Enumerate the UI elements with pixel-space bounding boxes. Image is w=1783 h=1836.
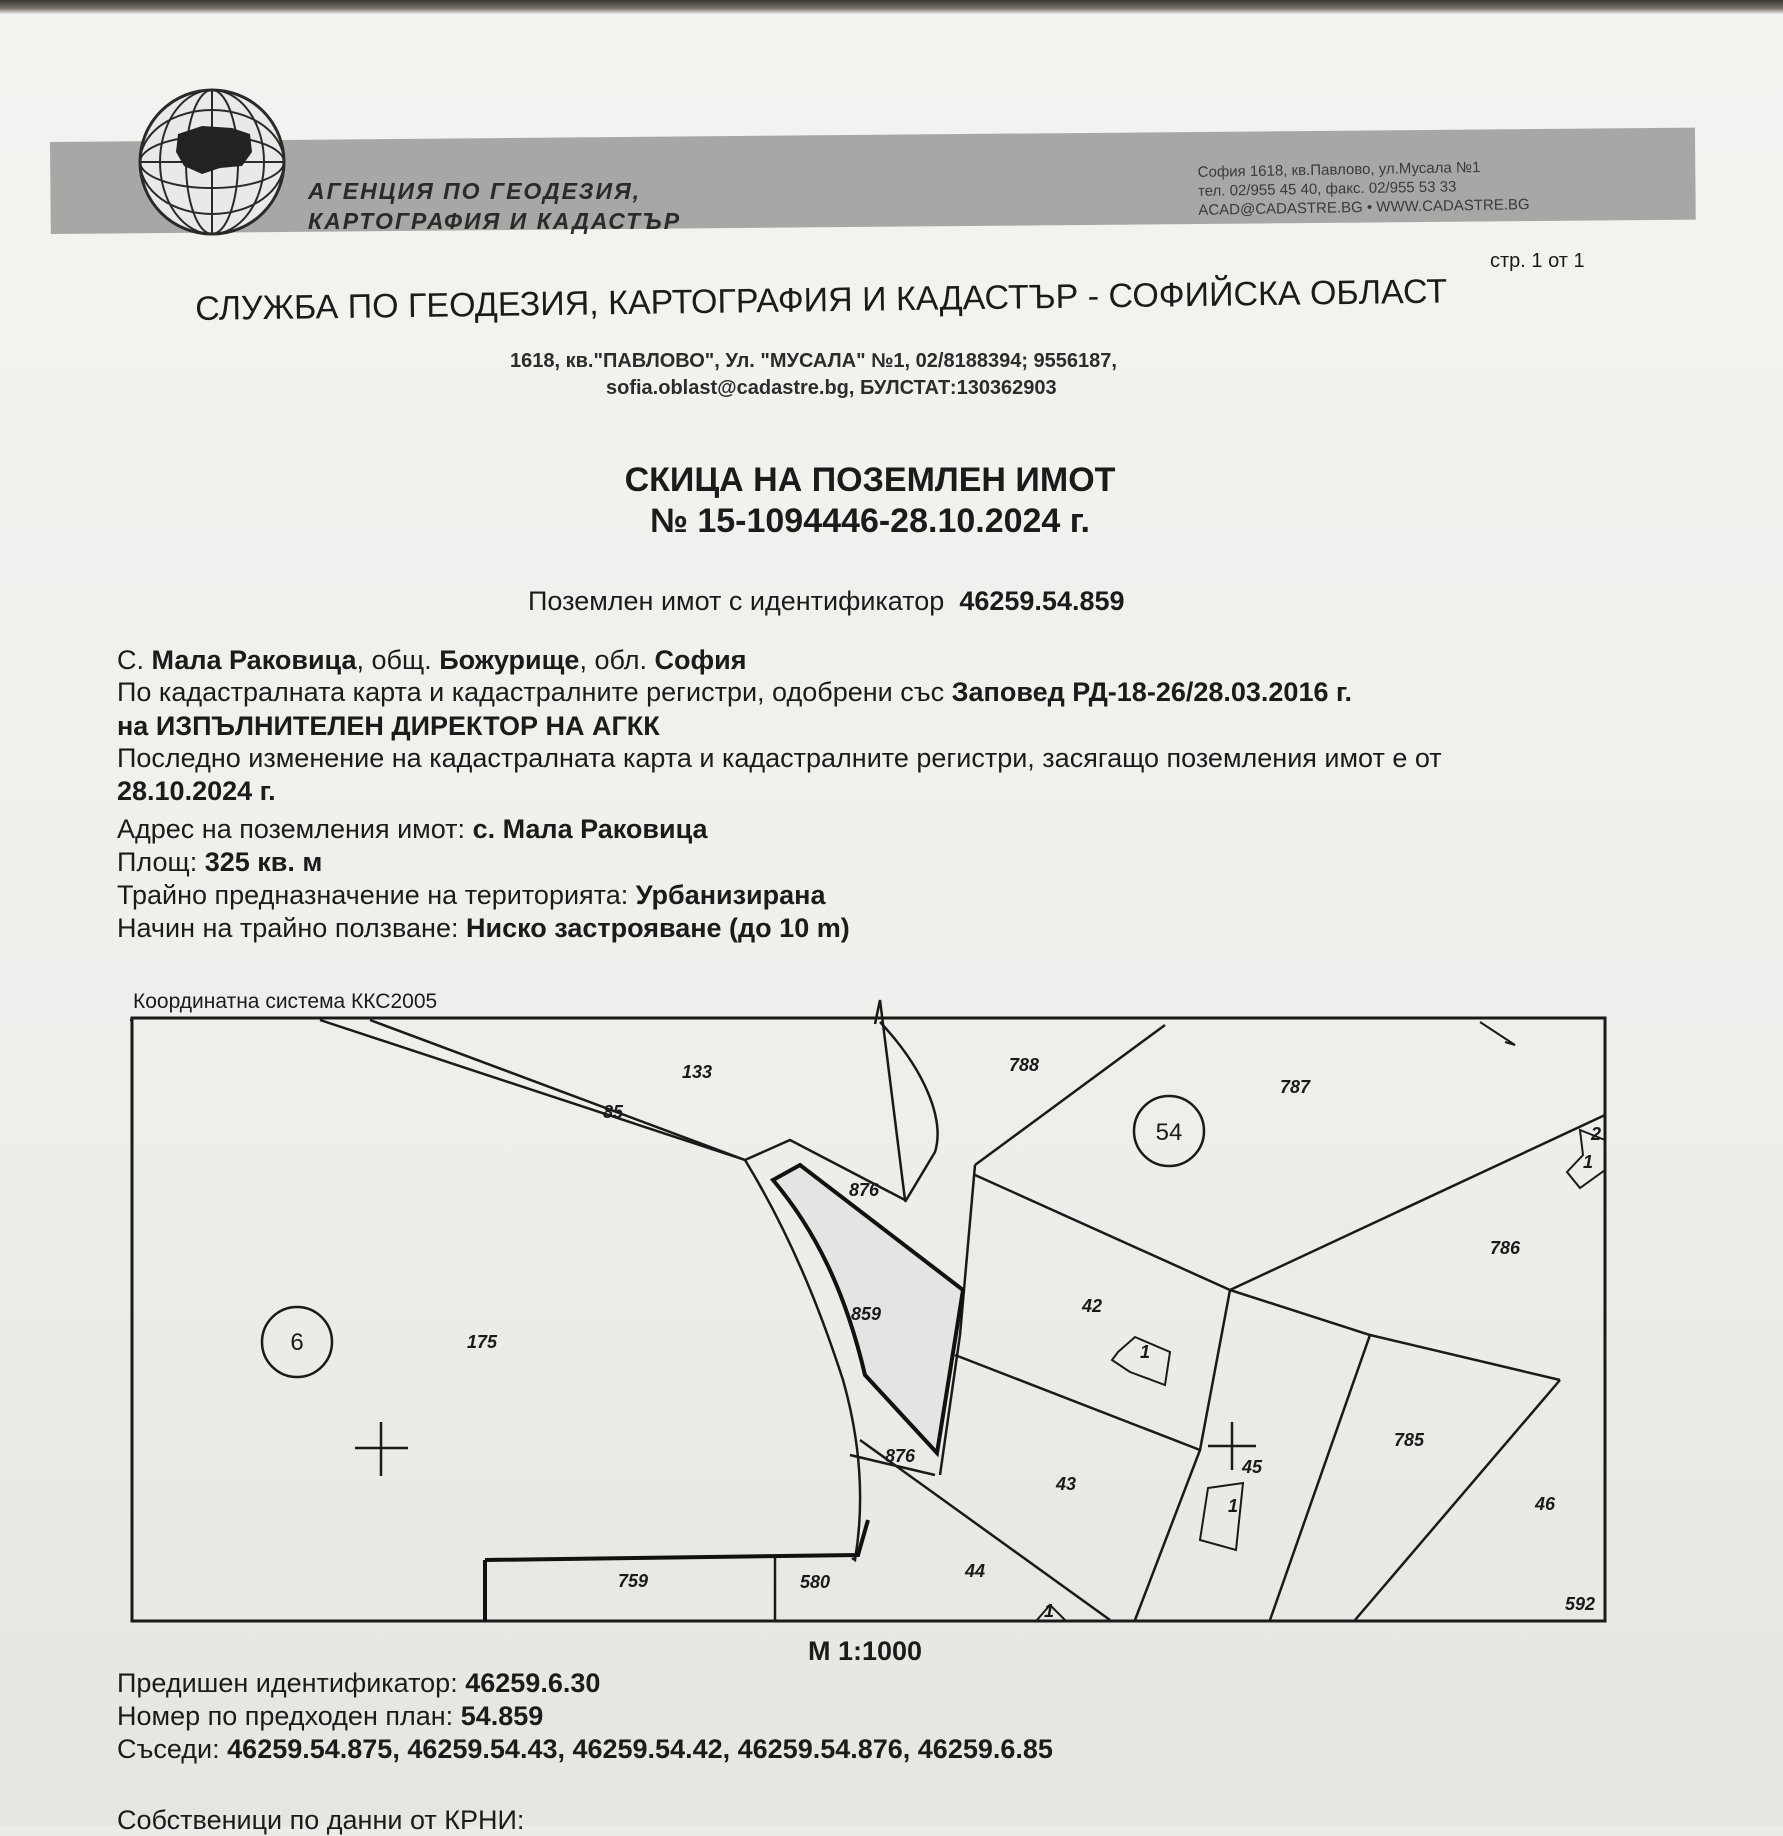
parcel-42-west	[960, 1165, 975, 1335]
identifier-label: Поземлен имот с идентификатор	[528, 586, 945, 616]
document-number: № 15-1094446-28.10.2024 г.	[650, 502, 1090, 540]
property-purpose-value: Урбанизирана	[635, 880, 826, 910]
office-name: СЛУЖБА ПО ГЕОДЕЗИЯ, КАРТОГРАФИЯ И КАДАСТЪР - СОФИЙСКА ОБЛАСТ	[195, 272, 1448, 328]
parcel-785-west	[1227, 1290, 1370, 1620]
parcel-label: 876	[848, 1180, 880, 1200]
property-purpose-label: Трайно предназначение на територията:	[117, 880, 629, 910]
parcel-label: 592	[1564, 1594, 1596, 1614]
parcel-label-subject: 859	[850, 1304, 882, 1324]
parcel-label: 175	[466, 1332, 498, 1352]
parcel-label: 42	[1081, 1296, 1103, 1316]
parcel-46-edge	[1355, 1380, 1560, 1620]
property-address-value: с. Мала Раковица	[472, 814, 708, 844]
village-name: Мала Раковица	[151, 645, 357, 675]
parcel-label: 580	[799, 1572, 831, 1592]
region-label-6: 6	[290, 1329, 304, 1356]
previous-plan-number	[117, 1701, 543, 1732]
property-area-label: Площ:	[117, 847, 198, 877]
neighbors-label: Съседи:	[117, 1734, 220, 1764]
approval-text: По кадастралната карта и кадастралните регистри, одобрени със	[117, 677, 945, 707]
previous-identifier-value: 46259.6.30	[465, 1668, 601, 1698]
property-area-value: 325 кв. м	[204, 847, 323, 877]
parcel-786-edge	[1230, 1115, 1605, 1290]
building-parcel-45	[1200, 1483, 1243, 1550]
approval-order: Заповед РД-18-26/28.03.2016 г.	[951, 677, 1353, 707]
parcel-label: 876	[884, 1446, 916, 1466]
parcel-label: 85	[602, 1102, 624, 1122]
neighbors-value: 46259.54.875, 46259.54.43, 46259.54.42, 46259.54.876, 46259.6.85	[227, 1734, 1053, 1764]
building-label: 1	[1139, 1342, 1151, 1362]
village-prefix: С.	[117, 645, 144, 675]
property-usage-label: Начин на трайно ползване:	[117, 913, 459, 943]
parcel-876-north	[745, 1000, 905, 1200]
road-edge-upper	[370, 1020, 745, 1160]
owners-label: Собственици по данни от КРНИ:	[117, 1805, 525, 1835]
agency-contact-line2: тел. 02/955 45 40, факс. 02/955 53 33	[1197, 178, 1457, 200]
agency-name-line1: АГЕНЦИЯ ПО ГЕОДЕЗИЯ,	[308, 178, 642, 204]
parcel-133-edge	[880, 1022, 938, 1202]
parcel-759-north-edge	[485, 1520, 868, 1560]
parcel-label: 786	[1489, 1238, 1521, 1258]
agency-contact-line1: София 1618, кв.Павлово, ул.Мусала №1	[1197, 158, 1481, 181]
agency-contact-line3: ACAD@CADASTRE.BG • WWW.CADASTRE.BG	[1198, 196, 1530, 219]
parcel-label: 46	[1534, 1494, 1556, 1514]
last-change-text: Последно изменение на кадастралната карта и кадастралните регистри, засягащо поземления имот е от	[117, 743, 1442, 773]
coordinate-system-label: Координатна система ККС2005	[133, 990, 438, 1013]
property-usage-value: Ниско застрояване (до 10 m)	[466, 913, 850, 943]
parcel-43-north	[955, 1355, 1200, 1450]
map-scale: М 1:1000	[807, 1636, 923, 1666]
parcel-label: 788	[1008, 1055, 1040, 1075]
agency-name-line2: КАРТОГРАФИЯ И КАДАСТЪР	[308, 208, 682, 234]
parcel-label: 43	[1055, 1474, 1077, 1494]
previous-identifier	[117, 1668, 600, 1699]
parcel-label: 45	[1241, 1457, 1263, 1477]
document-title-line1: СКИЦА НА ПОЗЕМЛЕН ИМОТ	[624, 461, 1116, 499]
building-label: 2	[1590, 1124, 1602, 1144]
building-label: 1	[1043, 1601, 1055, 1621]
region-label-54: 54	[1155, 1119, 1183, 1146]
office-address: 1618, кв."ПАВЛОВО", Ул. "МУСАЛА" №1, 02/8188394; 9556187,	[510, 350, 1117, 372]
municipality-name: Божурище	[439, 645, 580, 675]
previous-plan-label: Номер по предходен план:	[117, 1701, 454, 1731]
parcel-45-west	[1135, 1290, 1230, 1620]
region-name: София	[654, 645, 747, 675]
page-number: стр. 1 от 1	[1490, 250, 1585, 272]
last-change-date-value: 28.10.2024 г.	[117, 776, 276, 806]
building-label: 1	[1227, 1496, 1239, 1516]
identifier-value: 46259.54.859	[959, 586, 1125, 616]
parcel-label: 759	[617, 1571, 649, 1591]
previous-plan-value: 54.859	[460, 1701, 544, 1731]
parcel-label: 785	[1393, 1430, 1425, 1450]
office-email-bulstat: sofia.oblast@cadastre.bg, БУЛСТАТ:130362903	[606, 377, 1057, 399]
region-prefix: , обл.	[579, 645, 647, 675]
approval-authority: на ИЗПЪЛНИТЕЛЕН ДИРЕКТОР НА АГКК	[117, 711, 660, 741]
parcel-label: 133	[681, 1062, 713, 1082]
parcel-label: 787	[1279, 1077, 1311, 1097]
building-label: 1	[1582, 1152, 1594, 1172]
municipality-prefix: , общ.	[356, 645, 432, 675]
previous-identifier-label: Предишен идентификатор:	[117, 1668, 458, 1698]
parcel-label: 44	[964, 1561, 986, 1581]
neighbors	[117, 1734, 1053, 1765]
property-address-label: Адрес на поземления имот:	[117, 814, 466, 844]
